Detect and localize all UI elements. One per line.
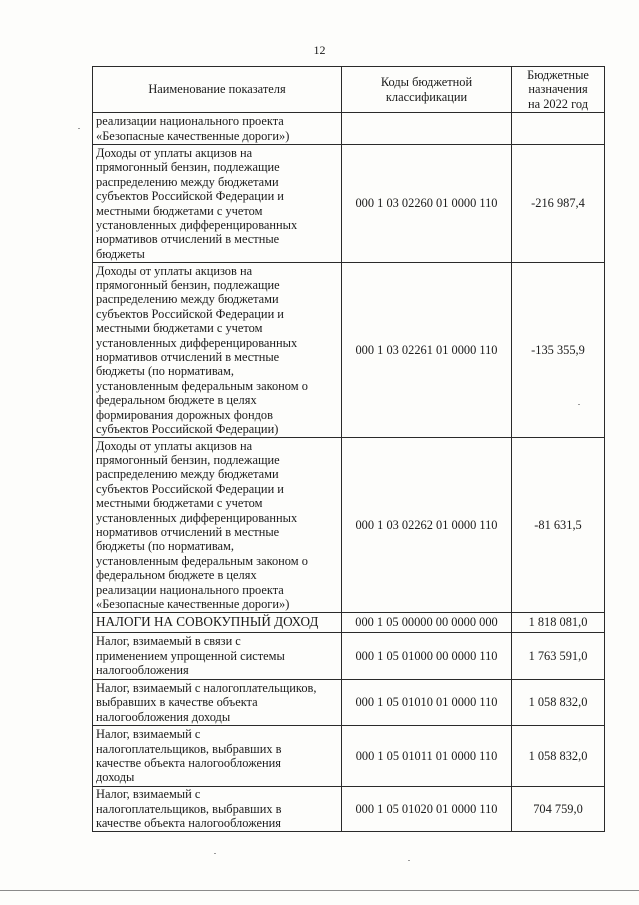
scan-speck	[408, 860, 410, 861]
row-indicator-name: НАЛОГИ НА СОВОКУПНЫЙ ДОХОД	[93, 613, 342, 633]
row-classification-code: 000 1 05 00000 00 0000 000	[342, 613, 512, 633]
table-row	[93, 263, 605, 438]
table-row	[93, 787, 605, 832]
row-classification-code	[342, 113, 512, 145]
row-amount: 1 818 081,0	[512, 613, 605, 633]
row-indicator-name: Налог, взимаемый с налогоплательщиков, выбравших в качестве объекта налогообложения	[93, 787, 342, 832]
row-indicator-name: Доходы от уплаты акцизов на прямогонный бензин, подлежащие распределению между бюджетами субъектов Российской Федерации и местными бюджетами с учетом установленных дифференцированных нормативов отчислений в местные бюджеты (по нормативам, установленным федеральным законом о федеральном бюджете в целях формирования дорожных фондов субъектов Российской Федерации)	[93, 263, 342, 438]
header-indicator-name: Наименование показателя	[93, 67, 342, 113]
row-amount	[512, 113, 605, 145]
page-number: 12	[313, 43, 326, 57]
row-amount: 1 058 832,0	[512, 680, 605, 726]
table-row	[93, 613, 605, 633]
table-row	[93, 113, 605, 145]
scan-speck	[78, 128, 80, 129]
row-classification-code: 000 1 05 01010 01 0000 110	[342, 680, 512, 726]
table-header-row	[93, 67, 605, 113]
row-amount: -135 355,9	[512, 263, 605, 438]
row-amount: 704 759,0	[512, 787, 605, 832]
table-row	[93, 438, 605, 613]
row-indicator-name: Доходы от уплаты акцизов на прямогонный бензин, подлежащие распределению между бюджетами субъектов Российской Федерации и местными бюджетами с учетом установленных дифференцированных нормативов отчислений в местные бюджеты	[93, 145, 342, 263]
row-indicator-name: Доходы от уплаты акцизов на прямогонный бензин, подлежащие распределению между бюджетами субъектов Российской Федерации и местными бюджетами с учетом установленных дифференцированных нормативов отчислений в местные бюджеты (по нормативам, установленным федеральным законом о федеральном бюджете в целях реализации национального проекта «Безопасные качественные дороги»)	[93, 438, 342, 613]
row-indicator-name: Налог, взимаемый с налогоплательщиков, выбравших в качестве объекта налогообложения доходы	[93, 726, 342, 787]
table-row	[93, 726, 605, 787]
budget-table	[92, 66, 605, 832]
row-classification-code: 000 1 03 02262 01 0000 110	[342, 438, 512, 613]
header-budget-assignments: Бюджетные назначения на 2022 год	[512, 67, 605, 113]
row-classification-code: 000 1 05 01020 01 0000 110	[342, 787, 512, 832]
table-row	[93, 680, 605, 726]
row-indicator-name: реализации национального проекта «Безопасные качественные дороги»)	[93, 113, 342, 145]
table-row	[93, 145, 605, 263]
row-amount: -81 631,5	[512, 438, 605, 613]
row-classification-code: 000 1 05 01000 00 0000 110	[342, 633, 512, 680]
scan-edge-line	[0, 890, 639, 891]
row-classification-code: 000 1 05 01011 01 0000 110	[342, 726, 512, 787]
row-amount: 1 763 591,0	[512, 633, 605, 680]
scan-speck	[578, 404, 580, 405]
row-classification-code: 000 1 03 02260 01 0000 110	[342, 145, 512, 263]
row-amount: 1 058 832,0	[512, 726, 605, 787]
table-row	[93, 633, 605, 680]
row-indicator-name: Налог, взимаемый с налогоплательщиков, выбравших в качестве объекта налогообложения доходы	[93, 680, 342, 726]
row-classification-code: 000 1 03 02261 01 0000 110	[342, 263, 512, 438]
row-amount: -216 987,4	[512, 145, 605, 263]
scan-speck	[214, 853, 216, 854]
header-classification-codes: Коды бюджетной классификации	[342, 67, 512, 113]
row-indicator-name: Налог, взимаемый в связи с применением упрощенной системы налогообложения	[93, 633, 342, 680]
